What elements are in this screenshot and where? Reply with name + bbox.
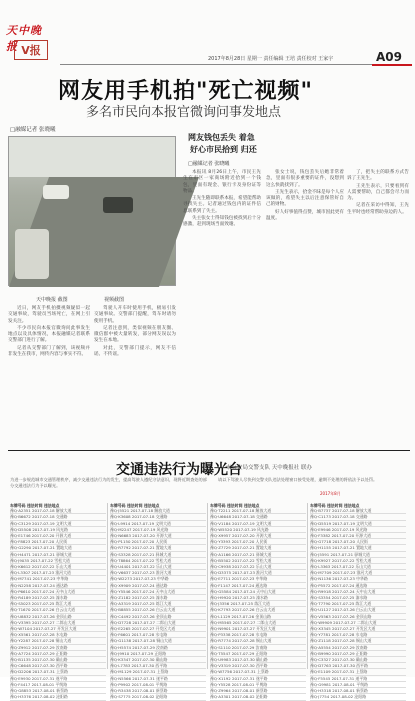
table-row: 豫Q·M7709 2017-07-23 淮河大道 [310,570,406,576]
section-intro-right: 请以下驾驶人尽快到交警支队违法处理窗口接受处理，逾期不处理的将依法予以处罚。 [218,477,378,482]
table-row: 豫Q·P1150 2017-07-20 人民街 [110,539,206,545]
table-header: 车牌号码 违法时间 违法地点 [210,503,260,508]
side-article-title-2: 好心市民拾到 归还 [190,145,257,154]
column-divider [207,503,208,669]
table-row: 豫Q·G2290 2017-07-21 置地大道 [10,545,106,551]
table-row: 豫Q·V5563 2017-07-26 金顶山路 [310,614,406,620]
table-row: 豫Q·D7728 2017-07-27 二郎山大道 [110,620,206,626]
table-row: 豫Q·W9909 2017-07-27 二郎山大道 [310,620,406,626]
table-row: 豫Q·C3327 2017-07-30 确山路 [310,657,406,663]
table-row: 豫Q·F8823 2017-07-20 人民街 [10,539,106,545]
side-article-title: 网友钱包丢失 着急 [188,133,255,142]
section-subtitle: 市公安局交警支队 天中晚报社 联办 [226,465,312,471]
table-row: 豫Q·B8855 2017-07-26 白云山大道 [110,607,206,613]
table-row: 豫Q·U8832 2017-07-26 金顶山路 [10,614,106,620]
table-row: 豫Q·T7790 2017-07-25 练江大道 [310,601,406,607]
newspaper-logo: 天中晚报 [6,24,42,53]
table-row: 豫Q·M2247 2017-07-19 风光路 [110,527,206,533]
table-row: 豫Q·H1155 2017-07-21 置地大道 [310,545,406,551]
table-row: 豫Q·U4401 2017-07-22 乐山大道 [110,564,206,570]
table-row: 豫Q·Y7781 2017-07-28 水屯路 [310,632,406,638]
paragraph: 对此，交警部门提示，网友不信谣、不传谣。 [94,345,176,358]
table-row: 豫Q·A3301 2017-08-02 泌阳路 [210,694,306,700]
table-row: 豫Q·F3382 2017-07-20 开源大道 [310,533,406,539]
paragraph: 记者注意到，类似视频在朋友圈、微信群中被大量转发，部分网友误以为发生在本地。 [94,325,176,344]
table-row: 豫Q·Y2287 2017-07-28 铜山大道 [10,638,106,644]
table-row: 豫Q·R7774 2017-07-28 铜山大道 [210,638,306,644]
table-row: 豫Q·J5521 2017-07-18 解放大道 [110,508,206,514]
table-row: 豫Q·R4189 2017-07-25 溱水路 [10,595,106,601]
table-row: 豫Q·M1129 2017-07-31 上蔡路 [110,669,206,675]
table-row: 豫Q·L9914 2017-07-19 文明大道 [110,521,206,527]
table-row: 豫Q·V6637 2017-07-23 淮河大道 [110,570,206,576]
table-row: 豫Q·T5547 2017-07-29 正阳路 [210,651,306,657]
table-row: 豫Q·Z9964 2017-08-01 新蔡路 [210,688,306,694]
table-row: 豫Q·P5572 2017-07-24 通达路 [310,583,406,589]
table-row: 豫Q·W7104 2017-07-27 开发区大道 [10,626,106,632]
paragraph: 好人好事值得点赞，城市因此更有温度。 [266,209,344,222]
violation-table-3 [210,503,306,701]
table-row: 豫Q·U6648 2017-07-18 交通路 [210,514,306,520]
table-row: 豫Q·N6683 2017-07-20 开源大道 [110,533,206,539]
violation-table-2 [110,503,206,701]
table-row: 豫Q·T1670 2017-07-26 白云山大道 [10,607,106,613]
table-row: 豫Q·T8864 2017-07-22 雪松大道 [110,558,206,564]
table-row: 豫Q·W2273 2017-07-23 中华路 [110,576,206,582]
article-column-2 [94,306,176,436]
table-row: 豫Q·D7763 2017-07-30 西平路 [310,663,406,669]
table-row: 豫Q·F4417 2017-08-01 平舆路 [10,682,106,688]
table-row: 豫Q·C9938 2017-07-22 乐山大道 [210,564,306,570]
table-row: 豫Q·C6648 2017-07-30 西平路 [10,663,106,669]
violation-table-1 [10,503,106,701]
table-row: 豫Q·P9902 2017-08-01 平舆路 [110,682,206,688]
table-row: 豫Q·E9930 2017-07-31 遂平路 [10,676,106,682]
section-title: 交通违法行为曝光台 [116,462,242,478]
table-row: 豫Q·A5554 2017-07-29 汝南路 [310,645,406,651]
page-number-bar [372,64,412,66]
table-row: 豫Q·H4471 2017-07-21 驿城大道 [10,552,106,558]
table-row: 豫Q·E2265 2017-07-27 开发区大道 [110,626,206,632]
paragraph: 本报讯 8月26日上午，市民王先生在市区一家商场附近拾到一个钱包，里面有现金、银行卡及身份证等物品。 [183,170,261,194]
table-row: 豫Q·W7756 2017-07-31 上蔡路 [210,669,306,675]
table-row: 豫Q·G7718 2017-07-20 人民街 [310,539,406,545]
photo-car-white [43,185,69,199]
table-row: 豫Q·X5561 2017-07-28 水屯路 [10,632,106,638]
table-row: 豫Q·S3328 2017-07-21 驿城大道 [110,552,206,558]
table-row: 豫Q·J9910 2017-07-29 正阳路 [110,651,206,657]
table-row: 豫Q·K3608 2017-07-18 交通路 [110,514,206,520]
header-rule [60,64,372,65]
paragraph: 王先生随即联系本报，希望能帮助寻找失主。记者通过钱包内的证件信息联系到了失主。 [183,196,261,214]
table-row: 豫Q·V1184 2017-07-19 文明大道 [210,521,306,527]
table-row: 豫Q·G9981 2017-08-01 平舆路 [310,682,406,688]
side-column-2 [266,170,344,440]
table-row: 豫Q·U1127 2017-07-26 白云山大道 [310,607,406,613]
photo-caption-left: 天中晚报 截图 [36,297,68,303]
table-row: 豫Q·A1166 2017-07-21 驿城大道 [210,552,306,558]
table-row: 豫Q·V3319 2017-07-30 西平路 [210,663,306,669]
table-row: 豫Q·A2351 2017-07-18 解放大道 [10,508,106,514]
headline: 网友用手机拍"死亡视频" [58,79,313,104]
column-divider [107,503,108,669]
table-row: 豫Q·S3354 2017-07-25 溱水路 [310,595,406,601]
table-row: 豫Q·N5566 2017-07-31 遂平路 [110,676,206,682]
table-row: 豫Q·S7775 2017-08-02 泌阳路 [110,694,206,700]
page-number: A09 [376,50,402,64]
table-row: 豫Q·P3338 2017-07-28 水屯路 [210,632,306,638]
paragraph: 近日，网友手机拍摄视频疑似一起交通事故，驾驶员当场死亡，在网上引发关注。 [8,306,90,324]
table-row: 豫Q·S5023 2017-07-25 练江大道 [10,601,106,607]
paragraph: 驾驶人开车时使用手机，极易引发交通事故。交警部门提醒，驾车时请勿使用手机。 [94,306,176,324]
table-header: 车牌号码 违法时间 违法地点 [10,503,60,508]
paragraph: 了，把失主的联系方式告诉了王先生。 [347,170,409,182]
paragraph: 不少市民向本报官微询问此事发生地点以及具体情况，本报融媒记者联系交警部门进行了解。 [8,325,90,344]
table-row: 豫Q·Z1182 2017-07-25 溱水路 [110,595,206,601]
table-row: 豫Q·A3319 2017-07-25 练江大道 [110,601,206,607]
table-row: 豫Q·H5574 2017-07-29 汝南路 [110,645,206,651]
paragraph: 王先生表示，拾金不昧是每个人应该做的，希望失主以后注意保管好自己的财物。 [266,189,344,208]
table-row: 豫Q·Z9912 2017-07-29 汝南路 [10,645,106,651]
table-row: 豫Q·H3376 2017-08-02 泌阳路 [10,694,106,700]
table-row: 豫Q·G8853 2017-08-01 新蔡路 [10,688,106,694]
date-stamp: 2017年8月 [320,491,341,496]
table-row: 豫Q·B7737 2017-07-18 解放大道 [310,508,406,514]
table-row: 豫Q·C1173 2017-07-18 交通路 [310,514,406,520]
photo-car-dark [103,197,133,213]
table-row: 豫Q·B9990 2017-07-29 正阳路 [310,651,406,657]
table-row: 豫Q·B6672 2017-07-18 交通路 [10,514,106,520]
table-row: 豫Q·R7792 2017-07-21 置地大道 [110,545,206,551]
table-row: 豫Q·C3129 2017-07-19 文明大道 [10,521,106,527]
table-row: 豫Q·J9035 2017-07-22 雪松大道 [10,558,106,564]
table-row: 豫Q·K3347 2017-07-30 确山路 [110,657,206,663]
table-row: 豫Q·J3356 2017-07-25 练江大道 [210,601,306,607]
table-row: 豫Q·N2258 2017-07-24 通达路 [10,583,106,589]
table-row: 豫Q·D2206 2017-07-31 上蔡路 [10,669,106,675]
paragraph: 记者在采访中得知，王先生平时也经常帮助身边的人。 [347,203,409,215]
table-row: 豫Q·N9901 2017-07-27 开发区大道 [210,626,306,632]
subheadline: 多名市民向本报官微询问事发地点 [86,105,282,120]
table-row: 豫Q·J7754 2017-08-02 泌阳路 [310,694,406,700]
table-row: 豫Q·D5519 2017-07-19 文明大道 [310,521,406,527]
traffic-violation-section [8,450,410,700]
table-row: 豫Q·E7711 2017-07-23 中华路 [210,576,306,582]
table-row: 豫Q·R9918 2017-07-24 天中山大道 [310,589,406,595]
table-row: 豫Q·L7783 2017-07-30 西平路 [110,663,206,669]
table-row: 豫Q·Z7729 2017-07-21 置地大道 [210,545,306,551]
table-row: 豫Q·H9920 2017-07-25 溱水路 [210,595,306,601]
table-row: 豫Q·F5545 2017-07-31 遂平路 [310,676,406,682]
table-row: 豫Q·F6601 2017-07-28 水屯路 [110,632,206,638]
table-header: 车牌号码 违法时间 违法地点 [110,503,160,508]
table-row: 豫Q·E1109 2017-07-31 上蔡路 [310,669,406,675]
table-row: 豫Q·V3395 2017-07-27 二郎山大道 [10,620,106,626]
table-row: 豫Q·L3307 2017-07-23 淮河大道 [10,570,106,576]
table-row: 豫Q·X9957 2017-07-20 开源大道 [210,533,306,539]
table-row: 豫Q·X9909 2017-07-24 通达路 [110,583,206,589]
paragraph: 王先生表示，只要看到有人需要帮助，自己都会尽力而为。 [347,183,409,202]
table-row: 豫Q·K6612 2017-07-22 乐山大道 [10,564,106,570]
table-row: 豫Q·Z1118 2017-07-28 铜山大道 [310,638,406,644]
page-header [0,0,415,66]
video-screenshot-photo [8,136,176,286]
side-article-byline: □融媒记者 张晓曦 [188,161,230,167]
table-row: 豫Q·U9983 2017-07-30 确山路 [210,657,306,663]
table-row: 豫Q·W5520 2017-07-19 风光路 [210,527,306,533]
dateline: 2017年8月28日 星期一 责任编辑 王培 责任校对 王家宇 [208,56,334,62]
table-row: 豫Q·X3345 2017-07-27 开发区大道 [310,626,406,632]
side-column-3 [347,170,409,440]
table-row: 豫Q·X1192 2017-07-31 遂平路 [210,676,306,682]
photo-phone [15,229,49,279]
table-row: 豫Q·D3375 2017-07-23 淮河大道 [210,570,306,576]
table-row: 豫Q·F1147 2017-07-24 通达路 [210,583,306,589]
table-row: 豫Q·H3318 2017-08-01 新蔡路 [310,688,406,694]
table-header: 车牌号码 违法时间 违法地点 [310,503,360,508]
photo-caption: 视频截图 [104,297,125,303]
table-row: 豫Q·A7724 2017-07-29 正阳路 [10,651,106,657]
table-row: 豫Q·G1138 2017-07-28 铜山大道 [110,638,206,644]
table-row: 豫Q·P6610 2017-07-24 天中山大道 [10,589,106,595]
table-row: 豫Q·M7741 2017-07-23 中华路 [10,576,106,582]
paragraph: 张女士说，钱包丢失后她非常着急，里面有很多重要的证件，没想到这么快就找到了。 [266,170,344,188]
table-row: 豫Q·E9946 2017-07-19 风光路 [310,527,406,533]
table-row: 豫Q·Y5528 2017-08-01 平舆路 [210,682,306,688]
column-divider [307,503,308,669]
table-row: 豫Q·Y3393 2017-07-20 人民街 [210,539,306,545]
table-row: 豫Q·C4492 2017-07-26 金顶山路 [110,614,206,620]
table-row: 豫Q·G5584 2017-07-24 天中山大道 [210,589,306,595]
table-row: 豫Q·J5591 2017-07-21 驿城大道 [310,552,406,558]
table-row: 豫Q·S1110 2017-07-29 汝南路 [210,645,306,651]
table-row: 豫Q·M5565 2017-07-27 二郎山大道 [210,620,306,626]
table-row: 豫Q·E1746 2017-07-20 开源大道 [10,533,106,539]
article-column-1 [8,306,90,436]
table-row: 豫Q·R3438 2017-08-01 新蔡路 [110,688,206,694]
paragraph: 失主张女士得知钱包被找到后十分感激，赶到现场当面致谢。 [183,216,261,228]
table-row: 豫Q·B5502 2017-07-22 雪松大道 [210,558,306,564]
table-row: 豫Q·L3363 2017-07-22 乐山大道 [310,564,406,570]
side-column-1 [183,170,261,440]
table-row: 豫Q·N1136 2017-07-23 中华路 [310,576,406,582]
table-row: 豫Q·K7793 2017-07-26 白云山大道 [210,607,306,613]
section-intro-left: 为进一步规范城市交通管理秩序，减少交通违法行为的发生，提高驾驶人遵纪守法意识，现将近期查处的部分交通违法行为予以曝光。 [10,477,207,488]
table-row: 豫Q·K9927 2017-07-22 雪松大道 [310,558,406,564]
table-row: 豫Q·L1129 2017-07-26 金顶山路 [210,614,306,620]
paragraph: 记者从交警部门了解到，该视频并非发生在我市，网传内容与事实不符。 [8,345,90,358]
section-badge: V报 [14,40,48,60]
table-row: 豫Q·D5508 2017-07-19 风光路 [10,527,106,533]
photo-sky [9,137,175,177]
lead-byline: □融媒记者 张晓曦 [10,127,56,133]
violation-table-4 [310,503,406,701]
table-row: 豫Q·Y5546 2017-07-24 天中山大道 [110,589,206,595]
table-row: 豫Q·B1135 2017-07-30 确山路 [10,657,106,663]
table-row: 豫Q·T2211 2017-07-18 解放大道 [210,508,306,514]
